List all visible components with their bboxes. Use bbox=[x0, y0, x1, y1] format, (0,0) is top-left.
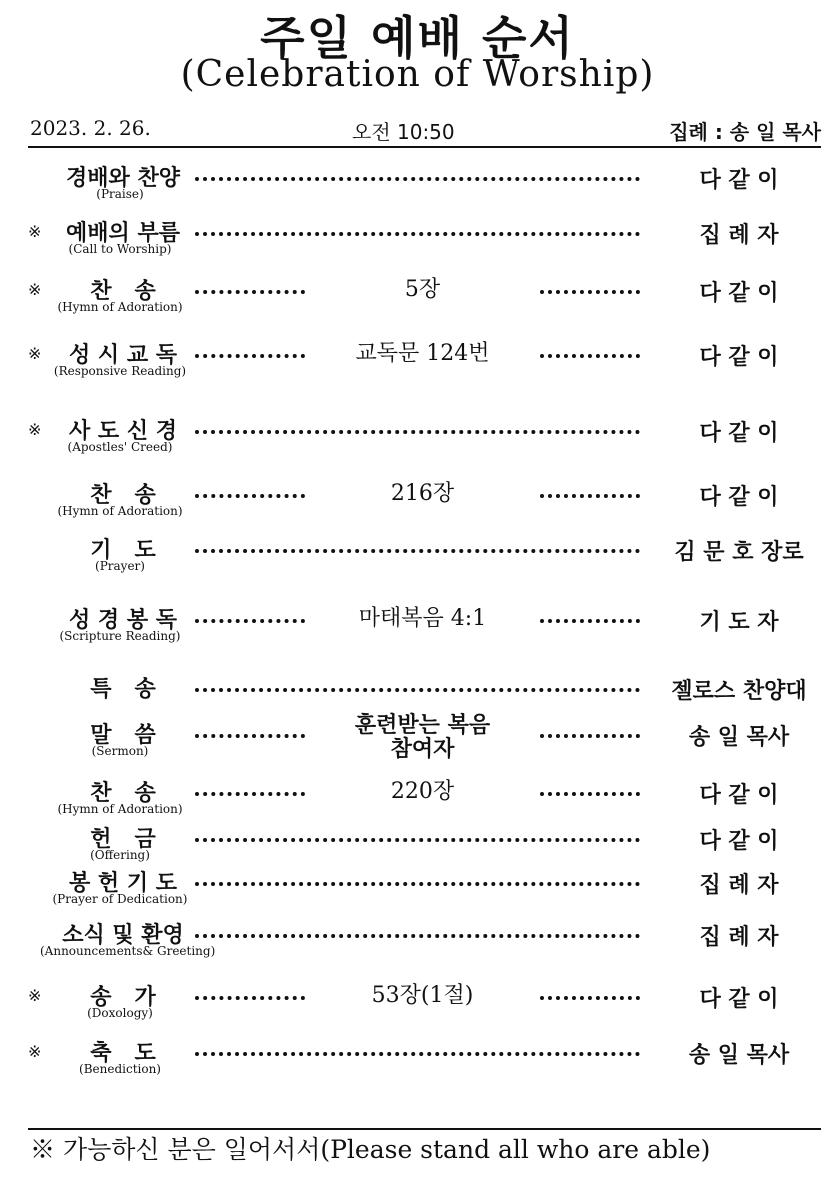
stand-mark: ※ bbox=[28, 1042, 42, 1061]
leader-dots bbox=[540, 494, 640, 498]
leader-dots bbox=[195, 290, 305, 294]
item-detail: 5장 bbox=[404, 277, 441, 302]
leader-dots bbox=[195, 549, 640, 553]
leader-dots bbox=[195, 354, 305, 358]
leader-dots bbox=[195, 792, 305, 796]
leader-dots bbox=[195, 734, 305, 738]
item-subtitle: (Scripture Reading) bbox=[59, 629, 181, 643]
item-subtitle: (Sermon) bbox=[91, 744, 149, 758]
stand-mark: ※ bbox=[28, 420, 42, 439]
item-title: 경배와 찬양 bbox=[66, 166, 180, 191]
leader-dots bbox=[540, 792, 640, 796]
item-leader: 다 같 이 bbox=[699, 829, 779, 854]
item-detail: 교독문 124번 bbox=[355, 341, 490, 366]
item-title: 예배의 부름 bbox=[66, 221, 180, 246]
leader-dots bbox=[540, 354, 640, 358]
item-title: 말 씀 bbox=[90, 723, 156, 748]
item-subtitle: (Hymn of Adoration) bbox=[57, 300, 183, 314]
leader-dots bbox=[195, 619, 305, 623]
item-title: 기 도 bbox=[90, 538, 156, 563]
leader-dots bbox=[195, 232, 640, 236]
leader-dots bbox=[195, 177, 640, 181]
leader-dots bbox=[195, 1052, 640, 1056]
item-title: 성 시 교 독 bbox=[69, 343, 177, 368]
stand-mark: ※ bbox=[28, 986, 42, 1005]
item-leader: 김 문 호 장로 bbox=[674, 540, 804, 565]
presider: 집례 : 송 일 목사 bbox=[669, 120, 821, 144]
item-subtitle: (Call to Worship) bbox=[68, 242, 172, 256]
item-subtitle: (Hymn of Adoration) bbox=[57, 802, 183, 816]
item-leader: 송 일 목사 bbox=[688, 1043, 790, 1068]
item-leader: 다 같 이 bbox=[699, 345, 779, 370]
leader-dots bbox=[195, 934, 640, 938]
leader-dots bbox=[195, 838, 640, 842]
item-leader: 집 례 자 bbox=[699, 873, 779, 898]
leader-dots bbox=[195, 882, 640, 886]
header-rule bbox=[28, 146, 821, 148]
item-subtitle: (Hymn of Adoration) bbox=[57, 504, 183, 518]
item-leader: 집 례 자 bbox=[699, 223, 779, 248]
item-leader: 집 례 자 bbox=[699, 925, 779, 950]
item-subtitle: (Responsive Reading) bbox=[53, 364, 187, 378]
leader-dots bbox=[195, 430, 640, 434]
item-leader: 다 같 이 bbox=[699, 987, 779, 1012]
item-subtitle: (Prayer of Dedication) bbox=[52, 892, 188, 906]
item-leader: 기 도 자 bbox=[699, 610, 779, 635]
item-leader: 다 같 이 bbox=[699, 281, 779, 306]
item-subtitle: (Prayer) bbox=[95, 559, 145, 573]
item-title: 특 송 bbox=[90, 677, 156, 702]
item-leader: 젤로스 찬양대 bbox=[671, 679, 807, 704]
leader-dots bbox=[540, 996, 640, 1000]
item-detail-line2: 참여자 bbox=[390, 737, 455, 762]
item-title: 성 경 봉 독 bbox=[69, 608, 177, 633]
leader-dots bbox=[195, 688, 640, 692]
item-leader: 다 같 이 bbox=[699, 783, 779, 808]
stand-mark: ※ bbox=[28, 280, 42, 299]
title-korean: 주일 예배 순서 bbox=[260, 11, 575, 65]
item-subtitle: (Apostles' Creed) bbox=[67, 440, 173, 454]
item-title: 찬 송 bbox=[90, 483, 156, 508]
leader-dots bbox=[195, 494, 305, 498]
item-subtitle: (Doxology) bbox=[87, 1006, 153, 1020]
footer-note: ※ 가능하신 분은 일어서서(Please stand all who are able) bbox=[30, 1135, 711, 1164]
leader-dots bbox=[195, 996, 305, 1000]
title-english: (Celebration of Worship) bbox=[180, 54, 655, 95]
item-subtitle: (Praise) bbox=[96, 187, 144, 201]
item-title: 헌 금 bbox=[90, 827, 156, 852]
item-subtitle: (Announcements& Greeting) bbox=[40, 944, 216, 958]
item-leader: 다 같 이 bbox=[699, 168, 779, 193]
service-time: 오전 10:50 bbox=[352, 120, 455, 144]
service-date: 2023. 2. 26. bbox=[30, 116, 151, 140]
item-title: 축 도 bbox=[90, 1041, 156, 1066]
item-title: 송 가 bbox=[90, 985, 156, 1010]
leader-dots bbox=[540, 734, 640, 738]
item-leader: 송 일 목사 bbox=[688, 725, 790, 750]
item-leader: 다 같 이 bbox=[699, 485, 779, 510]
item-detail: 216장 bbox=[390, 481, 455, 506]
item-title: 봉 헌 기 도 bbox=[69, 871, 177, 896]
item-detail: 53장(1절) bbox=[371, 983, 474, 1008]
item-title: 찬 송 bbox=[90, 279, 156, 304]
item-detail: 마태복음 4:1 bbox=[358, 606, 487, 631]
item-title: 찬 송 bbox=[90, 781, 156, 806]
item-detail: 훈련받는 복음 bbox=[354, 713, 491, 738]
stand-mark: ※ bbox=[28, 222, 42, 241]
item-subtitle: (Benediction) bbox=[79, 1062, 161, 1076]
stand-mark: ※ bbox=[28, 344, 42, 363]
item-title: 소식 및 환영 bbox=[62, 923, 184, 948]
item-title: 사 도 신 경 bbox=[69, 419, 177, 444]
leader-dots bbox=[540, 619, 640, 623]
item-leader: 다 같 이 bbox=[699, 421, 779, 446]
item-subtitle: (Offering) bbox=[90, 848, 150, 862]
leader-dots bbox=[540, 290, 640, 294]
item-detail: 220장 bbox=[390, 779, 455, 804]
